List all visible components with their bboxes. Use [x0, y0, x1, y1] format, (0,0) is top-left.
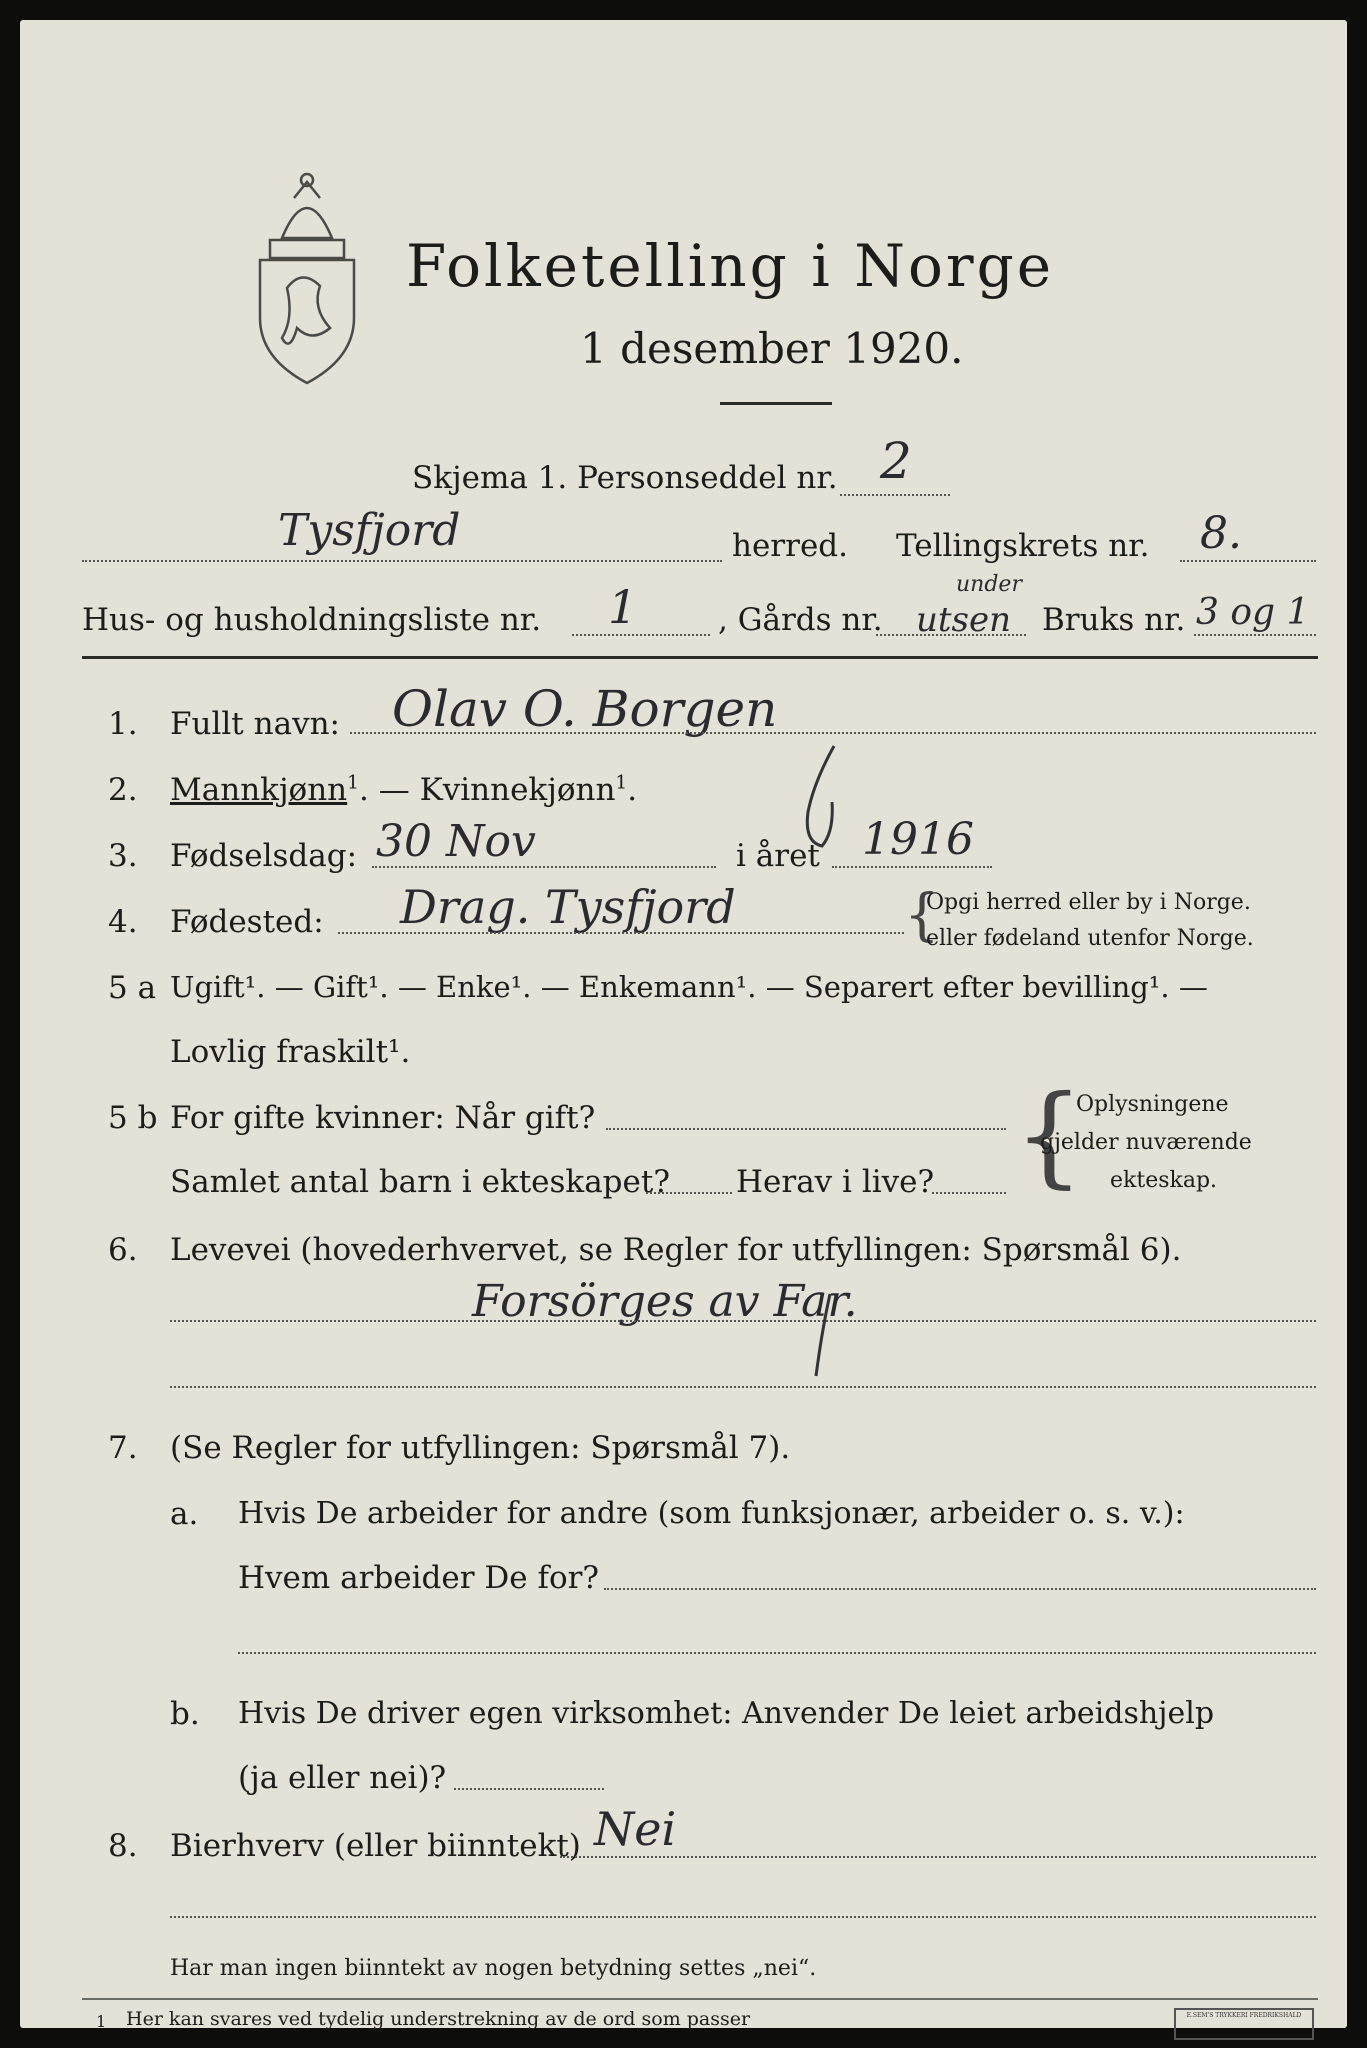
footer-note: Har man ingen biinntekt av nogen betydning settes „nei“.: [170, 1956, 817, 1981]
q5b-alive-field[interactable]: [932, 1192, 1006, 1194]
male-option[interactable]: Mannkjønn: [170, 772, 348, 808]
q7a-employer-field-2[interactable]: [238, 1652, 1316, 1654]
q1-value: Olav O. Borgen: [392, 680, 778, 738]
header-divider: [82, 656, 1318, 659]
q7b-yes-no-field[interactable]: [454, 1788, 604, 1790]
q7a-number: a.: [170, 1496, 199, 1532]
q5b-brace: {: [1014, 1071, 1084, 1199]
q8-field[interactable]: [560, 1856, 1316, 1858]
hus-label: Hus- og husholdningsliste nr.: [82, 602, 542, 638]
q8-field-2[interactable]: [170, 1916, 1316, 1918]
q3-year-label: i året: [736, 838, 820, 874]
q7a-employer-label: Hvem arbeider De for?: [238, 1560, 600, 1596]
q2-options: Mannkjønn$^1$. — Kvinnekjønn$^1$.: [170, 772, 638, 808]
printer-stamp: [1174, 2008, 1314, 2040]
tellingskrets-value: 8.: [1200, 508, 1242, 559]
hus-field[interactable]: [572, 634, 710, 636]
gards-label: , Gårds nr.: [718, 602, 883, 638]
title-divider: [720, 402, 832, 405]
q4-number: 4.: [108, 904, 138, 940]
schema-label: Skjema 1. Personseddel nr.: [412, 460, 838, 496]
q4-note-1: Opgi herred eller by i Norge.: [926, 890, 1251, 915]
q8-label: Bierhverv (eller biinntekt): [170, 1828, 581, 1864]
q1-label: Fullt navn:: [170, 706, 340, 742]
coat-of-arms-icon: [242, 168, 372, 388]
q5b-children-label: Samlet antal barn i ekteskapet?: [170, 1164, 670, 1200]
q3-field[interactable]: [372, 866, 716, 868]
q3-value: 30 Nov: [376, 816, 536, 867]
gards-field[interactable]: [876, 634, 1026, 636]
q5b-married-label: For gifte kvinner: Når gift?: [170, 1100, 596, 1136]
footnote-number: 1: [96, 2012, 107, 2031]
q5a-options: Ugift¹. — Gift¹. — Enke¹. — Enkemann¹. — Separert efter bevilling¹. —: [170, 970, 1208, 1004]
q7b-yes-no-label: (ja eller nei)?: [238, 1760, 447, 1796]
herred-label: herred.: [732, 528, 848, 564]
hus-value: 1: [608, 580, 638, 634]
q7-label: (Se Regler for utfyllingen: Spørsmål 7).: [170, 1430, 791, 1466]
q5b-alive-label: Herav i live?: [736, 1164, 935, 1200]
q5b-married-field[interactable]: [606, 1128, 1006, 1130]
census-date: 1 desember 1920.: [580, 324, 964, 373]
q6-field-1[interactable]: [170, 1320, 1316, 1322]
option-separator: . —: [359, 772, 420, 808]
herred-field[interactable]: [82, 560, 722, 562]
bruks-field[interactable]: [1194, 634, 1316, 636]
q5b-note-3: ekteskap.: [1110, 1168, 1218, 1193]
q1-field[interactable]: [350, 732, 1316, 734]
gards-note: under: [956, 572, 1022, 597]
q8-value: Nei: [594, 1802, 677, 1856]
q1-number: 1.: [108, 706, 138, 742]
q5a-number: 5 a: [108, 970, 157, 1006]
herred-value: Tysfjord: [278, 505, 461, 556]
q6-value: Forsörges av Far.: [472, 1276, 858, 1327]
pen-stroke-mark: [800, 1290, 840, 1380]
q7a-question: Hvis De arbeider for andre (som funksjonær, arbeider o. s. v.):: [238, 1496, 1185, 1531]
bruks-label: Bruks nr.: [1042, 602, 1186, 638]
census-form-page: [20, 20, 1347, 2031]
q4-brace: {: [904, 883, 940, 948]
female-option[interactable]: Kvinnekjønn: [419, 772, 616, 808]
q5a-options-continued: Lovlig fraskilt¹.: [170, 1034, 411, 1070]
q2-number: 2.: [108, 772, 138, 808]
q6-field-2[interactable]: [170, 1386, 1316, 1388]
q4-field[interactable]: [338, 932, 904, 934]
q6-label: Levevei (hovederhvervet, se Regler for utfyllingen: Spørsmål 6).: [170, 1232, 1182, 1268]
form-title: Folketelling i Norge: [406, 232, 1055, 300]
q5b-children-field[interactable]: [646, 1192, 732, 1194]
q3-number: 3.: [108, 838, 138, 874]
bruks-value: 3 og 1: [1196, 592, 1310, 633]
q5b-note-2: gjelder nuværende: [1040, 1130, 1252, 1155]
q3-year-value: 1916: [862, 814, 974, 865]
q7b-number: b.: [170, 1696, 200, 1732]
female-footnote: 1: [615, 772, 628, 794]
tellingskrets-field[interactable]: [1180, 560, 1316, 562]
q7-number: 7.: [108, 1430, 138, 1466]
footer-divider: [82, 1998, 1318, 2000]
q4-label: Fødested:: [170, 904, 324, 940]
q4-note-2: eller fødeland utenfor Norge.: [926, 926, 1254, 951]
q6-number: 6.: [108, 1232, 138, 1268]
male-footnote: 1: [347, 772, 359, 794]
q3-label: Fødselsdag:: [170, 838, 358, 874]
q5b-number: 5 b: [108, 1100, 158, 1136]
q7b-question: Hvis De driver egen virksomhet: Anvender De leiet arbeidshjelp: [238, 1696, 1215, 1731]
q4-value: Drag. Tysfjord: [400, 880, 736, 934]
q8-number: 8.: [108, 1828, 138, 1864]
tellingskrets-label: Tellingskrets nr.: [896, 528, 1150, 564]
gards-value: utsen: [916, 600, 1012, 640]
q3-year-field[interactable]: [832, 866, 992, 868]
pen-stroke-mark: [794, 742, 854, 852]
q7a-employer-field[interactable]: [604, 1588, 1316, 1590]
personseddel-nr-value: 2: [880, 432, 912, 490]
footnote-text: Her kan svares ved tydelig understrekning av de ord som passer: [126, 2008, 751, 2030]
q5b-note-1: Oplysningene: [1076, 1092, 1229, 1117]
printer-stamp-text: E.SEM'S TRYKKERI FREDRIKSHALD: [1186, 2012, 1302, 2019]
personseddel-nr-field[interactable]: [840, 494, 950, 496]
